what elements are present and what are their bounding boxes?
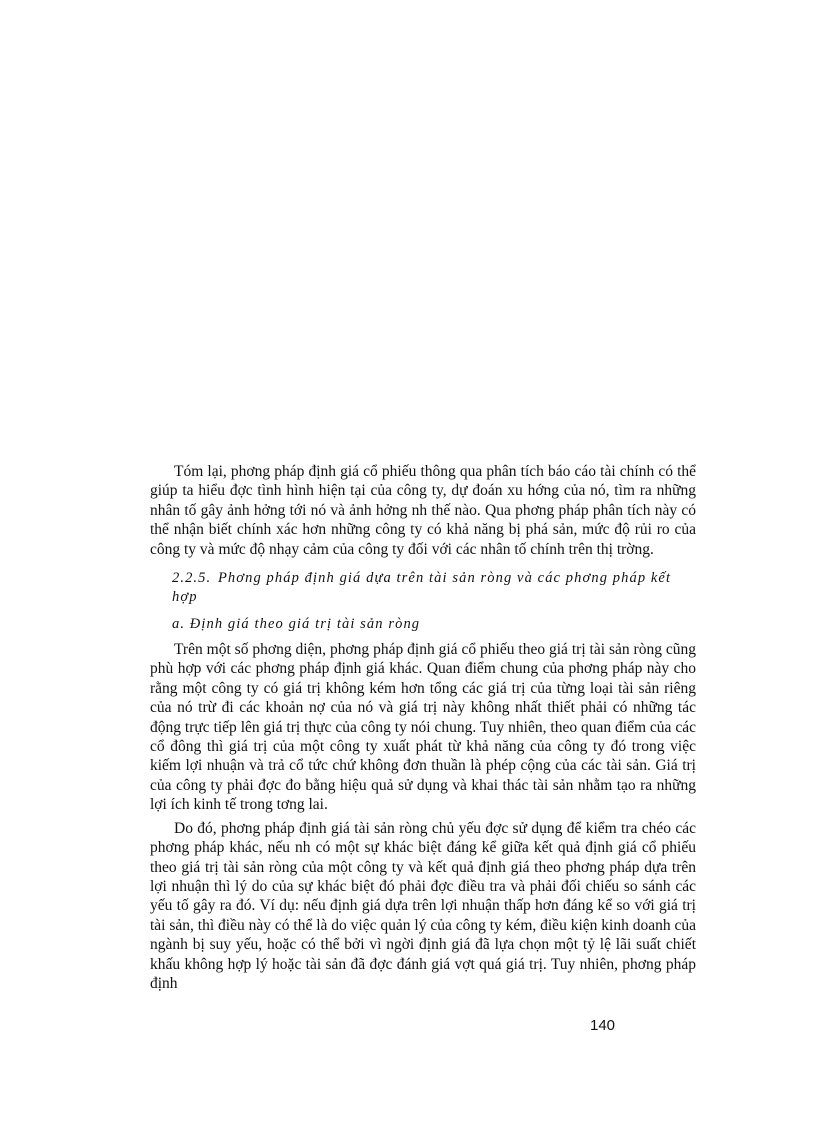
section-number: 2.2.5.: [172, 570, 212, 587]
paragraph-net-asset-intro: Trên một số phơng diện, phơng pháp định giá cổ phiếu theo giá trị tài sản ròng cũng phù hợp với các phơng pháp định giá khác. Quan điểm chung của phơng pháp này cho rằng một công ty có giá trị không kém hơn tổng các giá trị của từng loại tài sản riêng của nó trừ đi các khoản nợ của nó và giá trị này không nhất thiết phải có những tác động trực tiếp lên giá trị thực của công ty nói chung. Tuy nhiên, theo quan điểm của các cổ đông thì giá trị của một công ty xuất phát từ khả năng của công ty đó trong việc kiếm lợi nhuận và trả cổ tức chứ không đơn thuần là phép cộng của các tài sản. Giá trị của công ty phải đợc đo bằng hiệu quả sử dụng và khai thác tài sản nhằm tạo ra những lợi ích kinh tế trong tơng lai.: [150, 641, 696, 814]
page-body: [150, 462, 696, 993]
paragraph-cross-check: Do đó, phơng pháp định giá tài sản ròng chủ yếu đợc sử dụng để kiểm tra chéo các phơng pháp khác, nếu nh có một sự khác biệt đáng kể giữa kết quả định giá cổ phiếu theo giá trị tài sản ròng của một công ty và kết quả định giá theo phơng pháp dựa trên lợi nhuận thì lý do của sự khác biệt đó phải đợc điều tra và phải đối chiếu so sánh các yếu tố gây ra đó. Ví dụ: nếu định giá dựa trên lợi nhuận thấp hơn đáng kể so với giá trị tài sản, thì điều này có thể là do việc quản lý của công ty kém, điều kiện kinh doanh của ngành bị suy yếu, hoặc có thể bởi vì ngời định giá đã lựa chọn một tỷ lệ lãi suất chiết khấu không hợp lý hoặc tài sản đã đợc đánh giá vợt quá giá trị. Tuy nhiên, phơng pháp định: [150, 819, 696, 992]
paragraph-summary: Tóm lại, phơng pháp định giá cổ phiếu thông qua phân tích báo cáo tài chính có thể giúp ta hiểu đợc tình hình hiện tại của công ty, dự đoán xu hớng của nó, tìm ra những nhân tố gây ảnh hởng tới nó và ảnh hởng nh thế nào. Qua phơng pháp phân tích này có thể nhận biết chính xác hơn những công ty có khả năng bị phá sản, mức độ rủi ro của công ty và mức độ nhạy cảm của công ty đối với các nhân tố chính trên thị trờng.: [150, 463, 696, 558]
section-heading: [150, 569, 696, 607]
section-title: Phơng pháp định giá dựa trên tài sản ròng và các phơng pháp kết hợp: [172, 570, 672, 606]
page-number: 140: [590, 1017, 616, 1034]
subsection-heading: a. Định giá theo giá trị tài sản ròng: [172, 616, 421, 633]
